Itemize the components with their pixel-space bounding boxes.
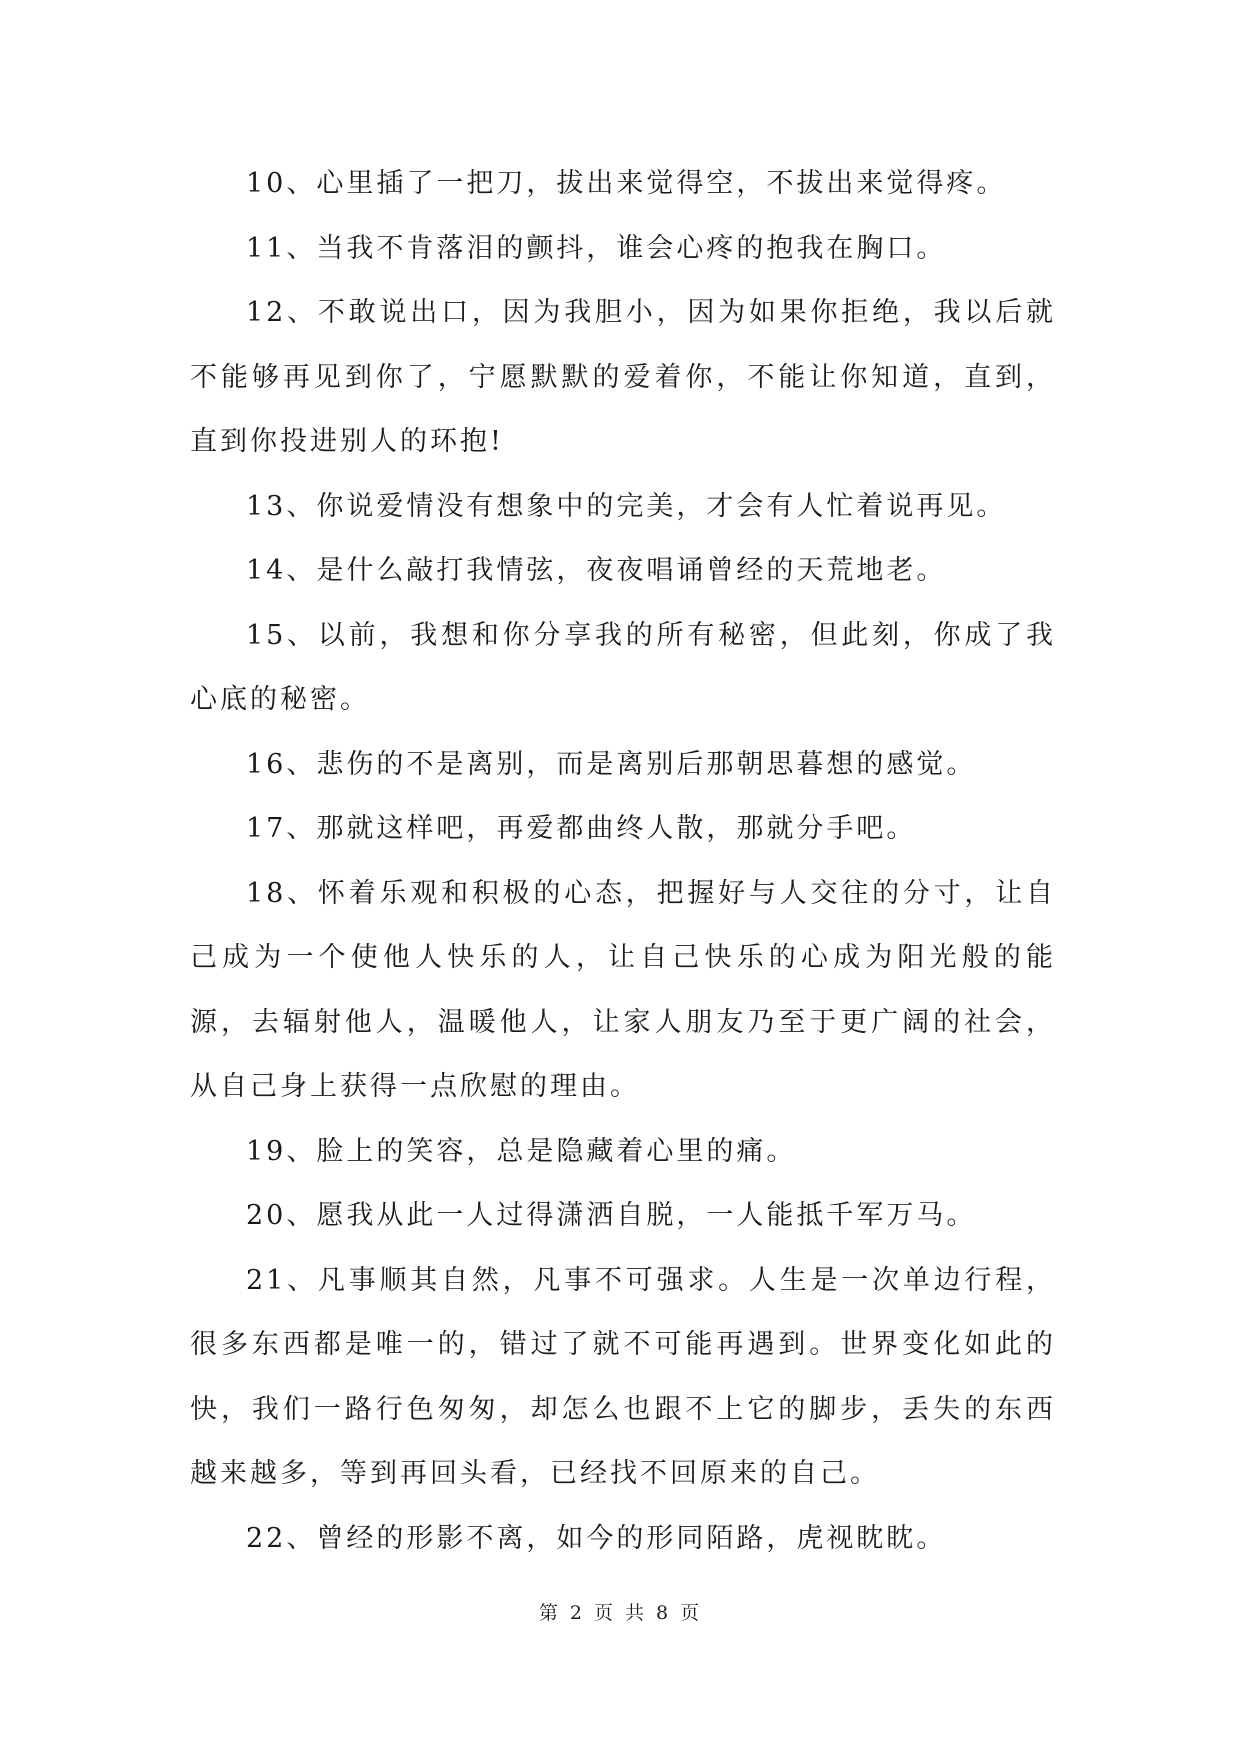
paragraph: 18、怀着乐观和积极的心态，把握好与人交往的分寸，让自己成为一个使他人快乐的人，让自己快乐的心成为阳光般的能源，去辐射他人，温暖他人，让家人朋友乃至于更广阔的社会，从自己身上获得一点欣慰的理由。 [190, 877, 1056, 1102]
paragraph: 19、脸上的笑容，总是隐藏着心里的痛。 [246, 1135, 797, 1167]
paragraph: 17、那就这样吧，再爱都曲终人散，那就分手吧。 [246, 813, 917, 844]
paragraph: 21、凡事顺其自然，凡事不可强求。人生是一次单边行程，很多东西都是唯一的，错过了就不可能再遇到。世界变化如此的快，我们一路行色匆匆，却怎么也跟不上它的脚步，丢失的东西越来越多，等到再回头看，已经找不回原来的自己。 [190, 1264, 1056, 1489]
paragraph: 10、心里插了一把刀，拔出来觉得空，不拔出来觉得疼。 [246, 168, 1007, 199]
paragraph: 13、你说爱情没有想象中的完美，才会有人忙着说再见。 [246, 490, 1007, 522]
paragraph: 12、不敢说出口，因为我胆小，因为如果你拒绝，我以后就不能够再见到你了，宁愿默默的爱着你，不能让你知道，直到，直到你投进别人的环抱! [190, 297, 1056, 457]
paragraph: 15、以前，我想和你分享我的所有秘密，但此刻，你成了我心底的秘密。 [190, 619, 1056, 715]
paragraph: 14、是什么敲打我情弦，夜夜唱诵曾经的天荒地老。 [246, 555, 947, 586]
paragraph: 16、悲伤的不是离别，而是离别后那朝思暮想的感觉。 [246, 748, 977, 780]
paragraph: 22、曾经的形影不离，如今的形同陌路，虎视眈眈。 [246, 1522, 947, 1554]
paragraph: 11、当我不肯落泪的颤抖，谁会心疼的抱我在胸口。 [246, 232, 947, 264]
page-number-footer: 第 2 页 共 8 页 [538, 1602, 703, 1624]
document-body [190, 152, 1056, 1571]
paragraph: 20、愿我从此一人过得潇洒自脱，一人能抵千军万马。 [246, 1200, 977, 1231]
